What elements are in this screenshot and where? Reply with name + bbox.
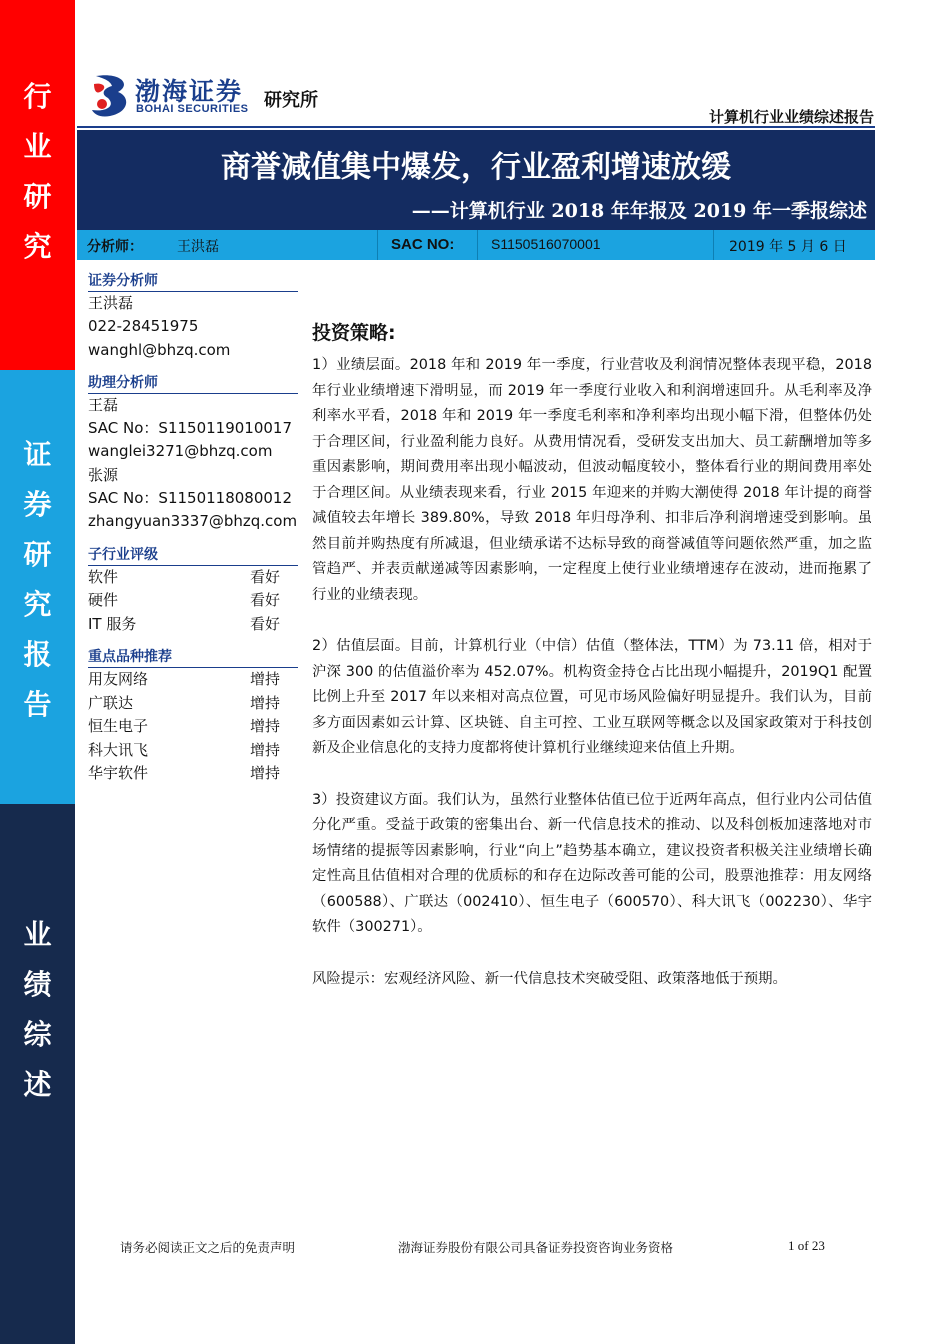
side-char: 研 <box>23 538 52 571</box>
sub-industry-row <box>88 566 298 590</box>
key-pick-row-rating: 增持 <box>249 717 280 736</box>
key-pick-row-rating: 增持 <box>249 740 280 759</box>
key-pick-row-name: 华宇软件 <box>88 764 149 783</box>
assistant-contact-line: wanglei3271@bhzq.com <box>88 442 273 461</box>
sub-industry-rating-heading: 子行业评级 <box>88 544 298 566</box>
side-char: 绩 <box>23 968 52 1001</box>
sub-industry-row-rating: 看好 <box>249 614 280 633</box>
bohai-logo-icon <box>90 70 134 120</box>
investment-strategy <box>312 318 872 1018</box>
side-char: 业 <box>23 918 52 951</box>
side-segment-industry-research <box>0 0 75 370</box>
analyst-contact-line: wanghl@bhzq.com <box>88 340 231 359</box>
logo-english-name: BOHAI SECURITIES <box>136 103 249 115</box>
analyst-info-bar <box>77 230 875 260</box>
key-pick-row <box>88 739 298 763</box>
assistant-heading: 助理分析师 <box>88 372 298 394</box>
logo-chinese-name: 渤海证券 <box>135 77 244 106</box>
key-picks-heading: 重点品种推荐 <box>88 646 298 668</box>
side-segment-performance-review <box>0 804 75 1344</box>
key-pick-row <box>88 668 298 692</box>
sub-industry-row <box>88 613 298 637</box>
key-pick-row-name: 广联达 <box>88 693 134 712</box>
page-number: 1 of 23 <box>788 1238 825 1253</box>
report-date: 2019 年 5 月 6 日 <box>729 239 847 255</box>
institute-label: 研究所 <box>264 90 318 111</box>
key-pick-row-rating: 增持 <box>249 670 280 689</box>
qualification-note: 渤海证券股份有限公司具备证券投资咨询业务资格 <box>398 1240 674 1255</box>
analyst-sidebar <box>88 270 298 786</box>
header-divider <box>77 126 875 128</box>
key-pick-row-rating: 增持 <box>249 693 280 712</box>
sub-industry-row <box>88 589 298 613</box>
side-char: 券 <box>23 488 52 521</box>
key-pick-row-name: 用友网络 <box>88 670 149 689</box>
sub-industry-row-name: 硬件 <box>88 591 119 610</box>
paragraph-recommendation: 3）投资建议方面。我们认为，虽然行业整体估值已位于近两年高点，但行业内公司估值分化严重。受益于政策的密集出台、新一代信息技术的推动、以及科创板加速落地对市场情绪的提振等因素影响，行业“向上”趋势基本确立，建议投资者积极关注业绩增长确定性高且估值相对合理的优质标的和存在边际改善可能的公司，股票池推荐：用友网络（600588）、广联达（002410）、恒生电子（600570）、科大讯飞（002230）、华宇软件（300271）。 <box>312 791 872 935</box>
key-pick-row <box>88 715 298 739</box>
key-pick-row-rating: 增持 <box>249 764 280 783</box>
sub-industry-rating-list <box>88 566 298 637</box>
paragraph-valuation: 2）估值层面。目前，计算机行业（中信）估值（整体法，TTM）为 73.11 倍，相对于沪深 300 的估值溢价率为 452.07%。机构资金持仓占比出现小幅提升，2019Q1 配置比例上升至 2017 年以来相对高点位置，可见市场风险偏好明显提升。我们认为，目前多方面因素如云计算、区块链、自主可控、工业互联网等概念以及国家政策对于科技创新及企业信息化的支持力度都将使计算机行业继续迎来估值上升期。 <box>312 638 872 756</box>
side-char: 综 <box>23 1018 52 1051</box>
side-char: 行 <box>23 80 52 113</box>
analyst-name: 王洪磊 <box>177 239 219 255</box>
key-picks-list <box>88 668 298 786</box>
side-char: 证 <box>23 438 52 471</box>
side-char: 究 <box>23 588 52 621</box>
assistant-contact <box>88 394 298 534</box>
info-divider <box>377 230 378 260</box>
company-logo <box>90 70 350 120</box>
report-type: 计算机行业业绩综述报告 <box>708 108 874 126</box>
side-char: 业 <box>23 130 52 163</box>
side-char: 究 <box>23 230 52 263</box>
risk-warning: 风险提示：宏观经济风险、新一代信息技术突破受阻、政策落地低于预期。 <box>312 970 787 987</box>
side-segment-securities-report <box>0 370 75 804</box>
info-divider <box>477 230 478 260</box>
key-pick-row-name: 科大讯飞 <box>88 740 149 759</box>
analyst-contact-line: 022-28451975 <box>88 317 199 336</box>
disclaimer-note: 请务必阅读正文之后的免责声明 <box>120 1240 296 1255</box>
report-subtitle: ——计算机行业 2018 年年报及 2019 年一季报综述 <box>411 200 867 222</box>
report-title: 商誉减值集中爆发，行业盈利增速放缓 <box>221 150 731 185</box>
assistant-contact-line: SAC No：S1150118080012 <box>88 489 293 508</box>
sub-industry-row-rating: 看好 <box>249 567 280 586</box>
sac-number: S1150516070001 <box>491 236 601 252</box>
sub-industry-row-rating: 看好 <box>249 591 280 610</box>
strategy-heading: 投资策略: <box>312 322 396 344</box>
analyst-label: 分析师： <box>87 239 143 255</box>
side-banner <box>0 0 75 1344</box>
assistant-contact-line: 王磊 <box>88 395 119 414</box>
assistant-contact-line: SAC No：S1150119010017 <box>88 419 293 438</box>
key-pick-row <box>88 762 298 786</box>
side-char: 研 <box>23 180 52 213</box>
title-banner <box>77 130 875 230</box>
sub-industry-row-name: 软件 <box>88 567 119 586</box>
assistant-contact-line: 张源 <box>88 465 119 484</box>
info-divider <box>713 230 714 260</box>
paragraph-performance: 1）业绩层面。2018 年和 2019 年一季度，行业营收及利润情况整体表现平稳，2018 年行业业绩增速下滑明显，而 2019 年一季度行业收入和利润增速回升。从毛利率及净利率水平看，2018 年和 2019 年一季度毛利率和净利率均出现小幅下滑，但整体仍处于合理区间，行业盈利能力良好。从费用情况看，受研发支出加大、员工薪酬增加等多重因素影响，期间费用率出现小幅波动，但波动幅度较小，整体看行业的期间费用率处于合理区间。从业绩表现来看，行业 2015 年迎来的并购大潮使得 2018 年计提的商誉减值较去年增长 389.80%，导致 2018 年归母净利、扣非后净利润增速受到影响。虽然目前并购热度有所减退，但业绩承诺不达标导致的商誉减值等问题依然严重，加之监管趋严、并表贡献递减等因素影响，一定程度上使行业业绩增速存在波动，进而拖累了行业的业绩表现。 <box>312 357 872 603</box>
side-char: 报 <box>23 638 52 671</box>
sac-label: SAC NO: <box>391 236 455 253</box>
side-char: 告 <box>23 688 52 721</box>
analyst-contact <box>88 292 298 362</box>
side-char: 述 <box>23 1068 52 1101</box>
analyst-contact-line: 王洪磊 <box>88 294 134 312</box>
analyst-heading: 证券分析师 <box>88 270 298 292</box>
key-pick-row-name: 恒生电子 <box>88 717 149 736</box>
sub-industry-row-name: IT 服务 <box>88 614 137 633</box>
assistant-contact-line: zhangyuan3337@bhzq.com <box>88 512 298 531</box>
key-pick-row <box>88 692 298 716</box>
